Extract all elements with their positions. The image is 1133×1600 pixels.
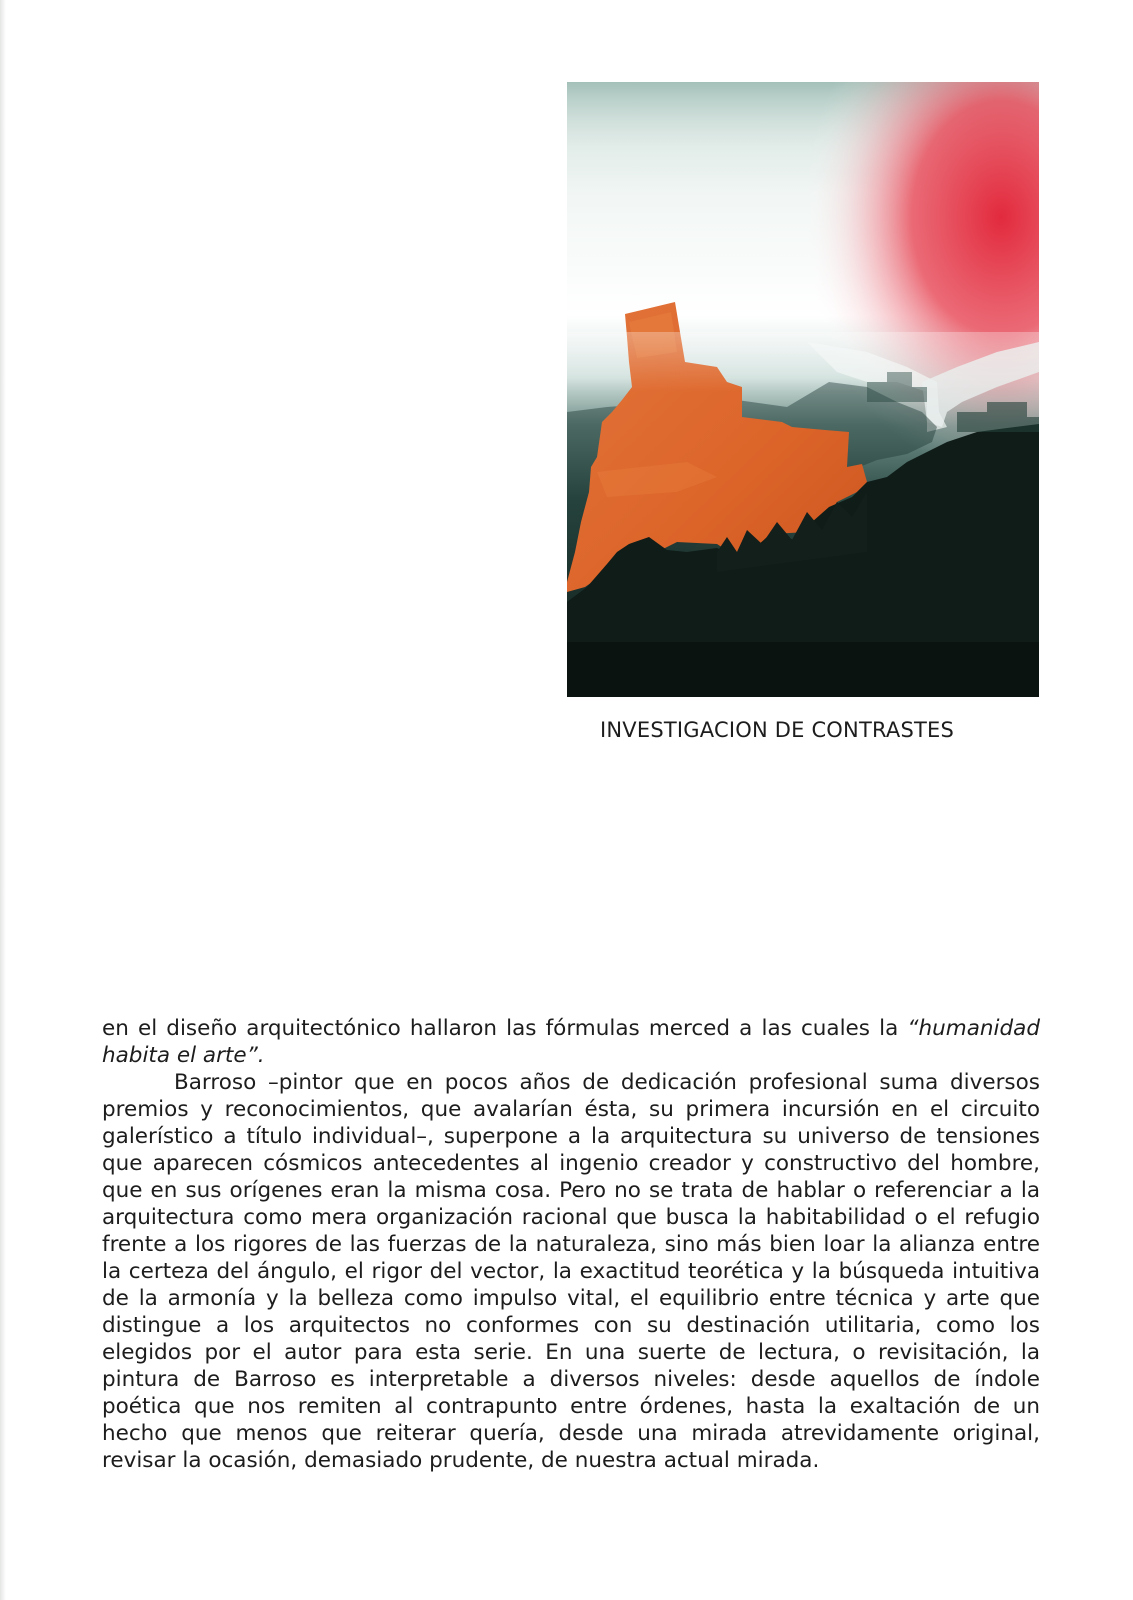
continuation-text: en el diseño arquitectónico hallaron las fórmulas merced a las cuales la xyxy=(102,1016,899,1041)
painting-image xyxy=(567,82,1039,697)
page-edge-shadow xyxy=(0,0,6,1600)
main-paragraph: Barroso –pintor que en pocos años de dedicación profesional suma diversos premios y reconocimientos, que avalarían ésta, su primera incursión en el circuito galerístico a título individual–, superpone a la arquitectura su universo de tensiones que aparecen cósmicos antecedentes al ingenio creador y constructivo del hombre, que en sus orígenes eran la misma cosa. Pero no se trata de hablar o referenciar a la arquitectura como mera organización racional que busca la habitabilidad o el refugio frente a los rigores de las fuerzas de la naturaleza, sino más bien loar la alianza entre la certeza del ángulo, el rigor del vector, la exactitud teorética y la búsqueda intuitiva de la armonía y la belleza como impulso vital, el equilibrio entre técnica y arte que distingue a los arquitectos no conformes con su destinación utilitaria, como los elegidos por el autor para esta serie. En una suerte de lectura, o revisitación, la pintura de Barroso es interpretable a diversos niveles: desde aquellos de índole poética que nos remiten al contrapunto entre órdenes, hasta la exaltación de un hecho que menos que reiterar quería, desde una mirada atrevidamente original, revisar la ocasión, demasiado prudente, de nuestra actual mirada. xyxy=(102,1070,1040,1473)
body-text xyxy=(102,1015,1040,1474)
painting-caption: INVESTIGACION DE CONTRASTES xyxy=(600,718,955,742)
quote-habita-el-arte: habita el arte”. xyxy=(102,1043,265,1068)
quote-humanidad: “humanidad xyxy=(907,1016,1040,1041)
continuation-paragraph xyxy=(102,1015,1040,1069)
